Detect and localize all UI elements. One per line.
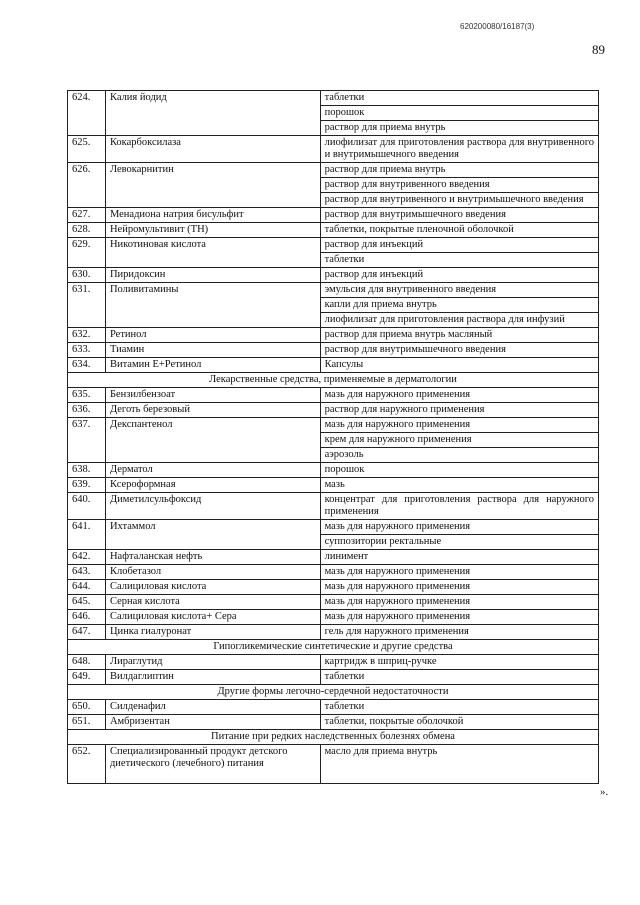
item-number: 636.: [68, 403, 106, 418]
item-number: 645.: [68, 595, 106, 610]
item-number: 626.: [68, 163, 106, 208]
table-row: [68, 493, 599, 520]
drug-name: Салициловая кислота+ Сера: [105, 610, 320, 625]
dosage-form: раствор для приема внутрь: [320, 121, 598, 136]
table-row: [68, 268, 599, 283]
dosage-form: мазь для наружного применения: [320, 580, 598, 595]
section-title: Питание при редких наследственных болезнях обмена: [68, 730, 599, 745]
table-row: [68, 238, 599, 253]
item-number: 649.: [68, 670, 106, 685]
dosage-form: таблетки, покрытые пленочной оболочкой: [320, 223, 598, 238]
drug-name: Нафталанская нефть: [105, 550, 320, 565]
table-row: [68, 478, 599, 493]
table-row: [68, 208, 599, 223]
item-number: 628.: [68, 223, 106, 238]
table-row: [68, 358, 599, 373]
table-row: [68, 136, 599, 163]
drug-name: Ксероформная: [105, 478, 320, 493]
table-row: [68, 745, 599, 784]
section-header-row: [68, 373, 599, 388]
item-number: 624.: [68, 91, 106, 136]
dosage-form: аэрозоль: [320, 448, 598, 463]
item-number: 646.: [68, 610, 106, 625]
section-header-row: [68, 730, 599, 745]
drug-name: Декспантенол: [105, 418, 320, 463]
table-row: [68, 670, 599, 685]
dosage-form: масло для приема внутрь: [320, 745, 598, 784]
dosage-form: раствор для внутримышечного введения: [320, 343, 598, 358]
drug-name: Силденафил: [105, 700, 320, 715]
dosage-form: таблетки: [320, 670, 598, 685]
table-row: [68, 700, 599, 715]
dosage-form: мазь для наружного применения: [320, 520, 598, 535]
dosage-form: раствор для внутривенного и внутримышечного введения: [320, 193, 598, 208]
drug-name: Тиамин: [105, 343, 320, 358]
medicines-table: [67, 90, 599, 784]
section-title: Лекарственные средства, применяемые в дерматологии: [68, 373, 599, 388]
item-number: 627.: [68, 208, 106, 223]
drug-name: Амбризентан: [105, 715, 320, 730]
dosage-form: лиофилизат для приготовления раствора для инфузий: [320, 313, 598, 328]
table-row: [68, 550, 599, 565]
drug-name: Пиридоксин: [105, 268, 320, 283]
dosage-form: линимент: [320, 550, 598, 565]
table-row: [68, 223, 599, 238]
section-title: Гипогликемические синтетические и другие средства: [68, 640, 599, 655]
item-number: 637.: [68, 418, 106, 463]
drug-name: Кокарбоксилаза: [105, 136, 320, 163]
drug-name: Никотиновая кислота: [105, 238, 320, 268]
table-row: [68, 715, 599, 730]
table-row: [68, 163, 599, 178]
item-number: 629.: [68, 238, 106, 268]
dosage-form: картридж в шприц-ручке: [320, 655, 598, 670]
item-number: 625.: [68, 136, 106, 163]
table-row: [68, 283, 599, 298]
table-row: [68, 595, 599, 610]
dosage-form: раствор для приема внутрь: [320, 163, 598, 178]
item-number: 630.: [68, 268, 106, 283]
drug-name: Левокарнитин: [105, 163, 320, 208]
drug-name: Витамин Е+Ретинол: [105, 358, 320, 373]
drug-name: Диметилсульфоксид: [105, 493, 320, 520]
closing-quote: ».: [600, 786, 609, 798]
dosage-form: мазь: [320, 478, 598, 493]
document-code: 620200080/16187(3): [460, 22, 535, 31]
drug-name: Специализированный продукт детского диетического (лечебного) питания: [105, 745, 320, 784]
drug-name: Поливитамины: [105, 283, 320, 328]
item-number: 642.: [68, 550, 106, 565]
dosage-form: мазь для наружного применения: [320, 610, 598, 625]
item-number: 633.: [68, 343, 106, 358]
drug-name: Ихтаммол: [105, 520, 320, 550]
drug-name: Дерматол: [105, 463, 320, 478]
item-number: 647.: [68, 625, 106, 640]
dosage-form: порошок: [320, 463, 598, 478]
dosage-form: мазь для наружного применения: [320, 565, 598, 580]
drug-name: Цинка гиалуронат: [105, 625, 320, 640]
table-row: [68, 343, 599, 358]
item-number: 650.: [68, 700, 106, 715]
item-number: 634.: [68, 358, 106, 373]
item-number: 648.: [68, 655, 106, 670]
dosage-form: раствор для инъекций: [320, 238, 598, 253]
item-number: 631.: [68, 283, 106, 328]
dosage-form: раствор для инъекций: [320, 268, 598, 283]
dosage-form: мазь для наружного применения: [320, 388, 598, 403]
dosage-form: таблетки: [320, 91, 598, 106]
dosage-form: мазь для наружного применения: [320, 418, 598, 433]
dosage-form: гель для наружного применения: [320, 625, 598, 640]
table-row: [68, 520, 599, 535]
drug-name: Салициловая кислота: [105, 580, 320, 595]
dosage-form: суппозитории ректальные: [320, 535, 598, 550]
drug-name: Калия йодид: [105, 91, 320, 136]
table-row: [68, 610, 599, 625]
item-number: 639.: [68, 478, 106, 493]
drug-name: Бензилбензоат: [105, 388, 320, 403]
drug-name: Вилдаглиптин: [105, 670, 320, 685]
item-number: 638.: [68, 463, 106, 478]
dosage-form: раствор для наружного применения: [320, 403, 598, 418]
item-number: 652.: [68, 745, 106, 784]
dosage-form: раствор для внутривенного введения: [320, 178, 598, 193]
drug-name: Ретинол: [105, 328, 320, 343]
drug-name: Клобетазол: [105, 565, 320, 580]
dosage-form: концентрат для приготовления раствора для наружного применения: [320, 493, 598, 520]
dosage-form: крем для наружного применения: [320, 433, 598, 448]
dosage-form: таблетки: [320, 700, 598, 715]
drug-name: Лираглутид: [105, 655, 320, 670]
section-header-row: [68, 640, 599, 655]
drug-name: Менадиона натрия бисульфит: [105, 208, 320, 223]
item-number: 651.: [68, 715, 106, 730]
item-number: 640.: [68, 493, 106, 520]
dosage-form: таблетки, покрытые оболочкой: [320, 715, 598, 730]
dosage-form: лиофилизат для приготовления раствора для внутривенного и внутримышечного введения: [320, 136, 598, 163]
section-title: Другие формы легочно-сердечной недостаточности: [68, 685, 599, 700]
table-row: [68, 463, 599, 478]
drug-name: Серная кислота: [105, 595, 320, 610]
table-row: [68, 418, 599, 433]
item-number: 644.: [68, 580, 106, 595]
dosage-form: Капсулы: [320, 358, 598, 373]
item-number: 635.: [68, 388, 106, 403]
section-header-row: [68, 685, 599, 700]
table-row: [68, 565, 599, 580]
table-row: [68, 328, 599, 343]
dosage-form: раствор для внутримышечного введения: [320, 208, 598, 223]
drug-name: Нейромультивит (ТН): [105, 223, 320, 238]
page-number: 89: [592, 42, 605, 57]
item-number: 643.: [68, 565, 106, 580]
dosage-form: таблетки: [320, 253, 598, 268]
item-number: 632.: [68, 328, 106, 343]
table-row: [68, 580, 599, 595]
dosage-form: раствор для приема внутрь масляный: [320, 328, 598, 343]
dosage-form: порошок: [320, 106, 598, 121]
dosage-form: мазь для наружного применения: [320, 595, 598, 610]
drug-name: Деготь березовый: [105, 403, 320, 418]
table-row: [68, 403, 599, 418]
table-row: [68, 91, 599, 106]
dosage-form: капли для приема внутрь: [320, 298, 598, 313]
table-row: [68, 625, 599, 640]
item-number: 641.: [68, 520, 106, 550]
table-row: [68, 655, 599, 670]
dosage-form: эмульсия для внутривенного введения: [320, 283, 598, 298]
table-row: [68, 388, 599, 403]
